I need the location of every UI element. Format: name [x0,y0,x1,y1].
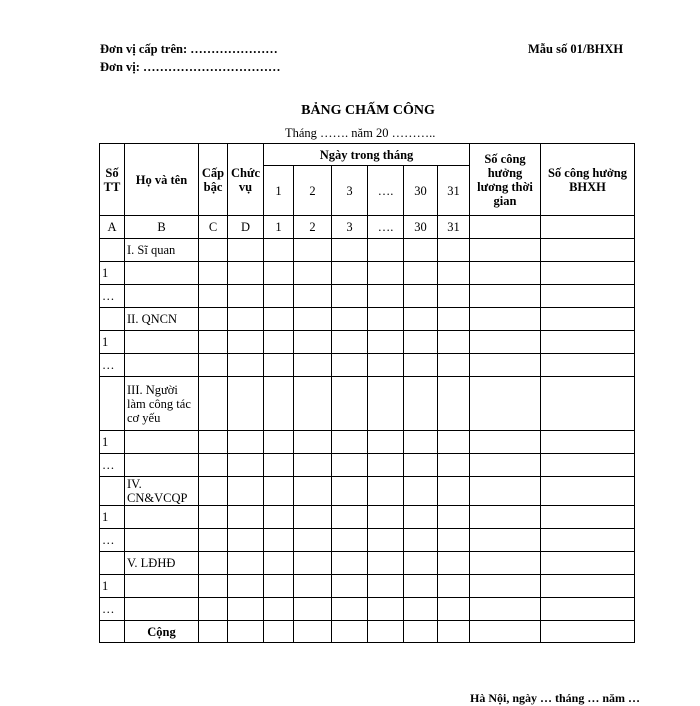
row-number: 1 [100,262,125,285]
table-cell[interactable] [332,506,368,529]
column-code-cell: 1 [264,216,294,239]
table-cell[interactable] [541,454,635,477]
table-cell[interactable] [541,285,635,308]
table-cell[interactable] [541,598,635,621]
table-cell[interactable] [264,308,294,331]
table-cell[interactable] [368,377,404,431]
table-cell[interactable] [332,454,368,477]
col-header-name: Họ và tên [125,144,199,216]
table-cell[interactable] [404,506,438,529]
table-cell[interactable] [100,377,125,431]
period-line: Tháng ……. năm 20 ……….. [285,126,436,140]
header-row [100,144,635,166]
total-row [100,621,635,643]
total-label: Cộng [125,621,199,643]
section-label: I. Sĩ quan [125,239,199,262]
col-header-time-wage-days: Số công hưởng lương thời gian [470,144,541,216]
table-cell[interactable] [228,621,264,643]
table-cell[interactable] [264,331,294,354]
table-cell[interactable] [294,575,332,598]
table-cell[interactable] [470,285,541,308]
table-cell[interactable] [404,454,438,477]
table-cell [100,621,125,643]
table-cell[interactable] [404,552,438,575]
table-cell[interactable] [199,377,228,431]
table-cell[interactable] [438,239,470,262]
table-cell[interactable] [100,239,125,262]
table-cell[interactable] [228,377,264,431]
table-cell[interactable] [294,285,332,308]
document-title: BẢNG CHẤM CÔNG [301,103,435,118]
table-cell[interactable] [470,262,541,285]
table-cell[interactable] [332,621,368,643]
table-cell[interactable] [125,598,199,621]
col-header-position: Chức vụ [228,144,264,216]
table-cell[interactable] [368,575,404,598]
table-cell[interactable] [541,431,635,454]
table-row [100,598,635,621]
table-cell[interactable] [264,431,294,454]
table-cell[interactable] [404,308,438,331]
table-cell[interactable] [332,552,368,575]
table-cell[interactable] [264,239,294,262]
column-code-cell: C [199,216,228,239]
table-cell[interactable] [199,575,228,598]
table-cell[interactable] [294,377,332,431]
table-cell[interactable] [228,354,264,377]
table-cell[interactable] [228,598,264,621]
table-cell[interactable] [294,239,332,262]
table-cell[interactable] [470,377,541,431]
table-cell[interactable] [264,575,294,598]
table-cell[interactable] [332,331,368,354]
timesheet-table [99,143,635,643]
table-cell[interactable] [294,621,332,643]
row-number: … [100,454,125,477]
table-cell[interactable] [264,354,294,377]
table-row [100,529,635,552]
column-code-cell: B [125,216,199,239]
table-cell[interactable] [199,331,228,354]
table-cell[interactable] [368,598,404,621]
table-cell[interactable] [368,308,404,331]
table-cell[interactable] [368,506,404,529]
col-header-stt: Số TT [100,144,125,216]
column-code-cell: 3 [332,216,368,239]
day-col-header: 30 [404,166,438,216]
table-cell[interactable] [294,331,332,354]
table-cell[interactable] [294,454,332,477]
table-cell[interactable] [294,552,332,575]
table-cell[interactable] [404,575,438,598]
table-cell[interactable] [199,477,228,506]
table-cell[interactable] [125,354,199,377]
table-cell[interactable] [368,431,404,454]
table-cell[interactable] [332,431,368,454]
table-cell[interactable] [228,262,264,285]
section-header-row [100,239,635,262]
column-code-cell [541,216,635,239]
table-cell[interactable] [125,285,199,308]
table-cell[interactable] [294,308,332,331]
table-cell[interactable] [438,354,470,377]
table-cell[interactable] [470,331,541,354]
day-col-header: …. [368,166,404,216]
table-cell[interactable] [438,454,470,477]
table-cell[interactable] [100,308,125,331]
table-cell[interactable] [228,431,264,454]
table-row [100,454,635,477]
table-cell[interactable] [294,529,332,552]
table-cell[interactable] [228,285,264,308]
table-cell[interactable] [332,529,368,552]
section-header-row [100,308,635,331]
footer-date-fragment: Hà Nội, ngày … tháng … năm … [470,691,641,705]
table-cell[interactable] [368,529,404,552]
table-cell[interactable] [438,308,470,331]
table-cell[interactable] [100,477,125,506]
row-number: … [100,529,125,552]
row-number: 1 [100,331,125,354]
unit-line: Đơn vị: …………………………… [100,60,281,74]
table-cell[interactable] [438,621,470,643]
table-cell[interactable] [470,506,541,529]
table-cell[interactable] [368,552,404,575]
column-code-cell: 30 [404,216,438,239]
table-cell[interactable] [470,529,541,552]
table-cell[interactable] [404,354,438,377]
table-cell[interactable] [404,331,438,354]
table-cell[interactable] [541,308,635,331]
table-cell[interactable] [332,354,368,377]
table-cell[interactable] [228,529,264,552]
section-header-row [100,552,635,575]
table-cell[interactable] [125,262,199,285]
table-cell[interactable] [470,621,541,643]
section-label: III. Người làm công tác cơ yếu [125,377,199,431]
table-row [100,506,635,529]
table-cell[interactable] [368,454,404,477]
table-cell[interactable] [404,262,438,285]
section-label: II. QNCN [125,308,199,331]
table-cell[interactable] [368,477,404,506]
table-cell[interactable] [199,308,228,331]
table-cell[interactable] [368,285,404,308]
day-col-header: 31 [438,166,470,216]
table-cell[interactable] [438,377,470,431]
table-cell[interactable] [228,575,264,598]
table-cell[interactable] [199,239,228,262]
table-cell[interactable] [404,621,438,643]
table-cell[interactable] [199,431,228,454]
table-cell[interactable] [332,262,368,285]
table-cell[interactable] [438,552,470,575]
table-cell[interactable] [125,529,199,552]
table-cell[interactable] [404,377,438,431]
table-cell[interactable] [332,285,368,308]
table-cell[interactable] [541,239,635,262]
column-code-cell: 2 [294,216,332,239]
table-cell[interactable] [199,262,228,285]
col-header-bhxh-days: Số công hưởng BHXH [541,144,635,216]
table-cell[interactable] [470,308,541,331]
table-cell[interactable] [438,506,470,529]
table-cell[interactable] [470,477,541,506]
table-cell[interactable] [368,621,404,643]
table-row [100,331,635,354]
table-cell[interactable] [332,598,368,621]
row-number: 1 [100,506,125,529]
table-cell[interactable] [199,285,228,308]
day-col-header: 1 [264,166,294,216]
table-cell[interactable] [228,239,264,262]
table-cell[interactable] [470,552,541,575]
table-cell[interactable] [438,598,470,621]
table-cell[interactable] [100,552,125,575]
table-cell[interactable] [541,354,635,377]
table-cell[interactable] [404,431,438,454]
table-cell[interactable] [438,431,470,454]
table-cell[interactable] [199,621,228,643]
table-cell[interactable] [332,477,368,506]
row-number: 1 [100,575,125,598]
table-cell[interactable] [228,477,264,506]
column-code-cell: 31 [438,216,470,239]
column-code-cell: D [228,216,264,239]
table-cell[interactable] [438,285,470,308]
table-cell[interactable] [404,239,438,262]
column-code-cell [470,216,541,239]
table-cell[interactable] [438,331,470,354]
table-cell[interactable] [199,552,228,575]
table-cell[interactable] [368,262,404,285]
table-cell[interactable] [470,354,541,377]
table-cell[interactable] [541,529,635,552]
table-cell[interactable] [199,454,228,477]
table-cell[interactable] [470,575,541,598]
table-cell[interactable] [264,454,294,477]
section-header-row [100,377,635,431]
table-cell[interactable] [541,262,635,285]
table-cell[interactable] [438,262,470,285]
table-cell[interactable] [199,598,228,621]
table-cell[interactable] [541,331,635,354]
table-cell[interactable] [264,477,294,506]
table-cell[interactable] [264,552,294,575]
table-cell[interactable] [332,308,368,331]
table-cell[interactable] [294,477,332,506]
section-label: V. LĐHĐ [125,552,199,575]
table-cell[interactable] [264,262,294,285]
table-cell[interactable] [541,477,635,506]
upper-unit-line: Đơn vị cấp trên: ………………… [100,42,278,56]
table-row [100,431,635,454]
column-code-cell: …. [368,216,404,239]
table-row [100,575,635,598]
table-cell[interactable] [228,331,264,354]
table-cell[interactable] [294,354,332,377]
section-header-row [100,477,635,506]
table-cell[interactable] [264,529,294,552]
table-cell[interactable] [228,552,264,575]
table-cell[interactable] [264,598,294,621]
day-col-header: 2 [294,166,332,216]
table-cell[interactable] [264,285,294,308]
table-cell[interactable] [294,506,332,529]
table-cell[interactable] [332,377,368,431]
table-cell[interactable] [199,529,228,552]
table-cell[interactable] [228,506,264,529]
table-row [100,262,635,285]
table-cell[interactable] [294,431,332,454]
table-cell[interactable] [264,506,294,529]
table-cell[interactable] [404,477,438,506]
table-cell[interactable] [294,262,332,285]
row-number: 1 [100,431,125,454]
table-cell[interactable] [404,529,438,552]
table-cell[interactable] [228,454,264,477]
table-cell[interactable] [541,552,635,575]
table-cell[interactable] [541,377,635,431]
section-label: IV. CN&VCQP [125,477,199,506]
table-cell[interactable] [541,621,635,643]
column-code-cell: A [100,216,125,239]
table-cell[interactable] [470,239,541,262]
day-col-header: 3 [332,166,368,216]
table-cell[interactable] [404,598,438,621]
row-number: … [100,598,125,621]
table-cell[interactable] [368,354,404,377]
row-number: … [100,354,125,377]
table-cell[interactable] [541,575,635,598]
table-cell[interactable] [228,308,264,331]
table-cell[interactable] [541,506,635,529]
table-cell[interactable] [199,354,228,377]
table-cell[interactable] [438,575,470,598]
table-cell[interactable] [438,477,470,506]
table-cell[interactable] [368,331,404,354]
form-code: Mẫu số 01/BHXH [528,42,624,56]
table-cell[interactable] [125,506,199,529]
column-code-row [100,216,635,239]
table-cell[interactable] [264,621,294,643]
col-header-days-group: Ngày trong tháng [264,144,470,166]
table-cell[interactable] [368,239,404,262]
table-cell[interactable] [199,506,228,529]
table-cell[interactable] [470,431,541,454]
table-cell[interactable] [125,454,199,477]
table-cell[interactable] [264,377,294,431]
table-cell[interactable] [332,575,368,598]
table-row [100,285,635,308]
table-cell[interactable] [125,431,199,454]
row-number: … [100,285,125,308]
table-cell[interactable] [332,239,368,262]
col-header-rank: Cấp bậc [199,144,228,216]
table-cell[interactable] [470,454,541,477]
table-cell[interactable] [470,598,541,621]
table-cell[interactable] [294,598,332,621]
table-cell[interactable] [404,285,438,308]
table-cell[interactable] [438,529,470,552]
table-cell[interactable] [125,575,199,598]
table-cell[interactable] [125,331,199,354]
table-row [100,354,635,377]
